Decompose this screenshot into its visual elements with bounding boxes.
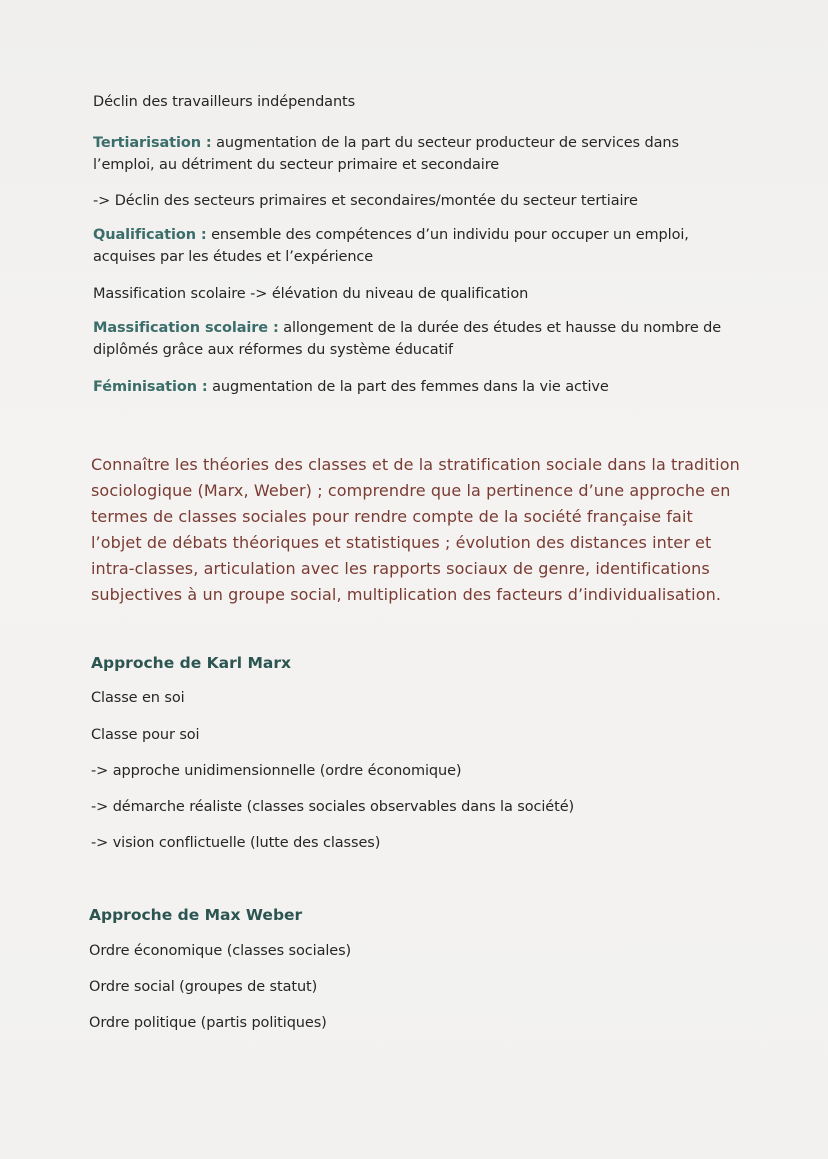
arrow-decline-line: -> Déclin des secteurs primaires et secondaires/montée du secteur tertiaire — [93, 193, 638, 209]
qualification-def-2: acquises par les études et l’expérience — [93, 249, 374, 265]
qualification-term: Qualification : — [93, 227, 207, 243]
marx-item: -> approche unidimensionnelle (ordre économique) — [91, 763, 462, 779]
program-objective — [91, 452, 740, 608]
objective-line: termes de classes sociales pour rendre compte de la société française fait — [91, 507, 693, 526]
massification-term: Massification scolaire : — [93, 320, 279, 336]
marx-item: Classe pour soi — [91, 727, 200, 743]
tertiarisation-term: Tertiarisation : — [93, 135, 212, 151]
massification-def-2: diplômés grâce aux réformes du système éducatif — [93, 342, 454, 358]
marx-item: Classe en soi — [91, 690, 185, 706]
marx-item: -> démarche réaliste (classes sociales observables dans la société) — [91, 799, 575, 815]
weber-item: Ordre politique (partis politiques) — [89, 1015, 327, 1031]
massification-def-1: allongement de la durée des études et hausse du nombre de — [278, 320, 722, 336]
decline-independents-line: Déclin des travailleurs indépendants — [93, 94, 356, 110]
feminisation-def-1: augmentation de la part des femmes dans la vie active — [207, 379, 609, 395]
marx-heading: Approche de Karl Marx — [91, 654, 291, 672]
massification-line: Massification scolaire -> élévation du niveau de qualification — [93, 286, 529, 302]
tertiarisation-definition — [93, 133, 679, 153]
objective-line: l’objet de débats théoriques et statistiques ; évolution des distances inter et — [91, 533, 712, 552]
objective-line: sociologique (Marx, Weber) ; comprendre que la pertinence d’une approche en — [91, 481, 731, 500]
feminisation-definition — [93, 377, 609, 397]
weber-heading: Approche de Max Weber — [89, 906, 303, 924]
tertiarisation-def-1: augmentation de la part du secteur producteur de services dans — [211, 135, 679, 151]
objective-line: Connaître les théories des classes et de la stratification sociale dans la tradition — [91, 455, 740, 474]
objective-line: subjectives à un groupe social, multiplication des facteurs d’individualisation. — [91, 585, 722, 604]
tertiarisation-def-2: l’emploi, au détriment du secteur primaire et secondaire — [93, 157, 500, 173]
qualification-definition — [93, 225, 689, 245]
weber-item: Ordre social (groupes de statut) — [89, 979, 318, 995]
weber-item: Ordre économique (classes sociales) — [89, 943, 352, 959]
marx-item: -> vision conflictuelle (lutte des classes) — [91, 835, 381, 851]
objective-line: intra-classes, articulation avec les rapports sociaux de genre, identifications — [91, 559, 710, 578]
qualification-def-1: ensemble des compétences d’un individu pour occuper un emploi, — [206, 227, 689, 243]
feminisation-term: Féminisation : — [93, 379, 208, 395]
massification-definition — [93, 318, 721, 338]
